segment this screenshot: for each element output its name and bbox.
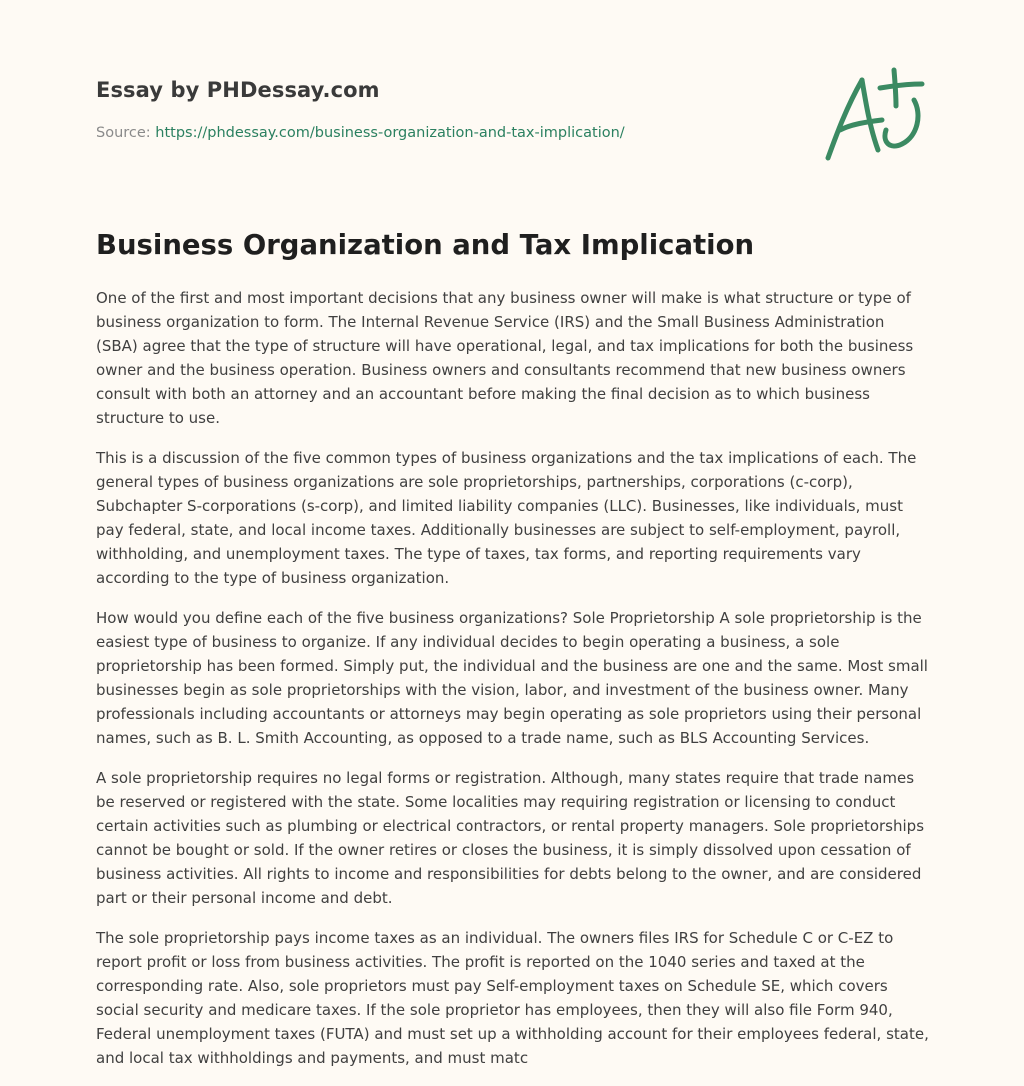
logo-hook bbox=[885, 100, 918, 146]
logo-a-crossbar bbox=[840, 120, 882, 130]
paragraph: The sole proprietorship pays income taxes as an individual. The owners files IRS for Schedule C or C-EZ to report profit or loss from business activities. The profit is reported on the 1040 series and taxed at the corresponding rate. Also, sole proprietors must pay Self-employment taxes on Schedule SE, which covers social security and medicare taxes. If the sole proprietor has employees, then they will also file Form 940, Federal unemployment taxes (FUTA) and must set up a withholding account for their employees federal, state, and local tax withholdings and payments, and must matc bbox=[96, 929, 929, 1067]
paragraph: This is a discussion of the five common types of business organizations and the tax implications of each. The general types of business organizations are sole proprietorships, partnerships, corporations (c-corp), Subchapter S-corporations (s-corp), and limited liability companies (LLC). Businesses, like individuals, must pay federal, state, and local income taxes. Additionally businesses are subject to self-employment, payroll, withholding, and unemployment taxes. The type of taxes, tax forms, and reporting requirements vary according to the type of business organization. bbox=[96, 449, 917, 587]
logo-a-left-stroke bbox=[828, 80, 862, 158]
document-body bbox=[96, 286, 930, 1086]
paragraph: A sole proprietorship requires no legal forms or registration. Although, many states require that trade names be reserved or registered with the state. Some localities may requiring registration or licensing to conduct certain activities such as plumbing or electrical contractors, or rental property managers. Sole proprietorships cannot be bought or sold. If the owner retires or closes the business, it is simply dissolved upon cessation of business activities. All rights to income and responsibilities for debts belong to the owner, and are considered part or their personal income and debt. bbox=[96, 769, 925, 907]
paragraph: One of the first and most important decisions that any business owner will make is what structure or type of business organization to form. The Internal Revenue Service (IRS) and the Small Business Administration (SBA) agree that the type of structure will have operational, legal, and tax implications for both the business owner and the business operation. Business owners and consultants recommend that new business owners consult with both an attorney and an accountant before making the final decision as to which business structure to use. bbox=[96, 289, 914, 427]
source-line bbox=[96, 123, 796, 143]
logo-plus-horizontal bbox=[880, 84, 922, 88]
logo-a-right-stroke bbox=[862, 80, 878, 150]
page-header bbox=[96, 76, 796, 143]
document-title: Business Organization and Tax Implication bbox=[96, 229, 755, 261]
source-label: Source: bbox=[96, 125, 156, 141]
paragraph: How would you define each of the five business organizations? Sole Proprietorship A sole proprietorship is the easiest type of business to organize. If any individual decides to begin operating a business, a sole proprietorship has been formed. Simply put, the individual and the business are one and the same. Most small businesses begin as sole proprietorships with the vision, labor, and investment of the business owner. Many professionals including accountants or attorneys may begin operating as sole proprietors using their personal names, such as B. L. Smith Accounting, as opposed to a trade name, such as BLS Accounting Services. bbox=[96, 609, 928, 747]
source-link[interactable]: https://phdessay.com/business-organization-and-tax-implication/ bbox=[155, 125, 625, 141]
a-plus-logo bbox=[818, 66, 930, 166]
site-title: Essay by PHDessay.com bbox=[96, 78, 380, 102]
